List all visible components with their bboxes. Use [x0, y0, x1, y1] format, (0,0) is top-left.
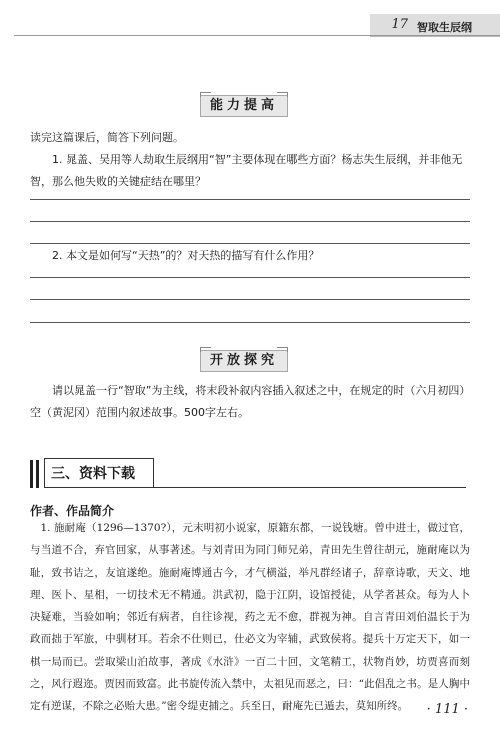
page-header — [0, 0, 500, 42]
question-1: 1. 晁盖、吴用等人劫取生辰纲用“智”主要体现在哪些方面？杨志失生辰纲，并非他无智，那么他失败的关键症结在哪里？ — [30, 153, 463, 188]
section-title-explore: 开放探究 — [200, 350, 288, 372]
question-2: 2. 本文是如何写“天热”的？对天热的描写有什么作用？ — [52, 249, 320, 262]
materials-subhead: 作者、作品简介 — [30, 504, 115, 518]
answer-line[interactable] — [30, 277, 470, 278]
answer-line[interactable] — [30, 221, 470, 222]
section-header-materials — [30, 458, 466, 490]
page-number: · 111 · — [426, 702, 468, 717]
chapter-title: 智取生辰纲 — [417, 21, 472, 34]
section-rule — [154, 487, 466, 488]
answer-line[interactable] — [30, 299, 470, 300]
answer-line[interactable] — [30, 243, 470, 244]
ability-intro: 读完这篇课后，简答下列问题。 — [30, 131, 184, 144]
chapter-number: 17 — [391, 17, 408, 32]
section-title-ability: 能力提高 — [200, 95, 288, 117]
answer-line[interactable] — [30, 322, 470, 323]
section-marker-icon — [30, 460, 42, 488]
section-title-materials: 三、资料下载 — [44, 458, 154, 488]
author-introduction: 1. 施耐庵（1296—1370?），元末明初小说家，原籍东都，一说钱塘。曾中进士，做过官，与当道不合，弃官回家，从事著述。与刘青田为同门师兄弟，青田先生曾往胡元，施耐庵以为耻，致书诘之，友谊遂绝。施耐庵博通古今，才气横溢，举凡群经诸子，辞章诗歌，天文、地理、医卜、星相，一切技术无不精通。洪武初，隐于江阴，设馆授徒，从学者甚众。每为人卜决疑难，当验如响；邻近有病者，自往诊视，药之无不愈，群视为神。自言青田刘伯温长于为政而拙于军旅，中驯材耳。若余不仕则已，仕必文为宰辅，武致侯将。提兵十万定天下，如一棋一局而已。尝取梁山泊故事，著成《水浒》一百二十回，文笔精工，状物肖妙，坊贾喜而刻之，风行遐迩。贾因而致富。此书旋传流入禁中，太祖见而恶之，曰：“此倡乱之书。是人胸中定有逆谋，不除之必贻大患。”密令缇吏捕之。兵至日，耐庵先已遁去，莫知所终。 — [30, 522, 470, 713]
explore-prompt: 请以晁盖一行“智取”为主线，将末段补叙内容插入叙述之中，在规定的时（六月初四）空（黄泥冈）范围内叙述故事。500字左右。 — [30, 384, 465, 419]
answer-line[interactable] — [30, 199, 470, 200]
header-rule — [14, 35, 500, 36]
